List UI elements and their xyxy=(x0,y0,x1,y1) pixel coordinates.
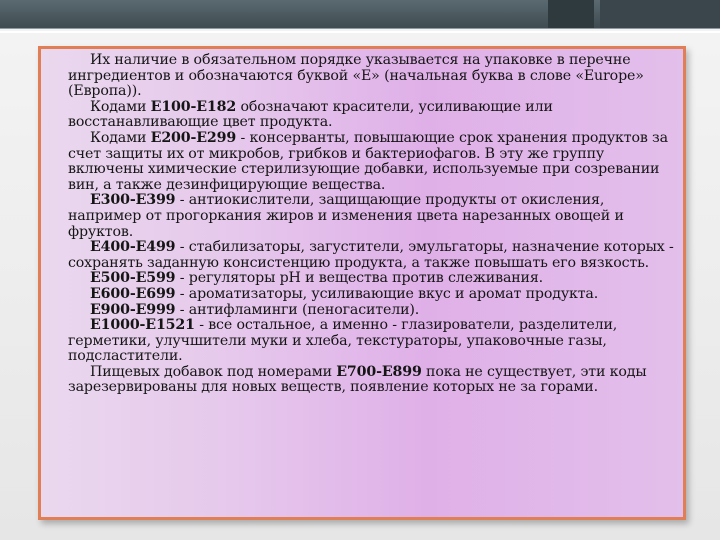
paragraph-text: - регуляторы рН и вещества против слеживания. xyxy=(175,270,544,287)
e-code-range: Е900-Е999 xyxy=(90,301,176,318)
paragraph-text: - консерванты, повышающие срок хранения продуктов за счет защиты их от микробов, грибков и бактериофагов. В эту же группу включены химические стерилизующие добавки, используемые при созревании вин, а также дезинфицирующие вещества. xyxy=(68,129,668,193)
paragraph-stabilizers xyxy=(68,240,677,271)
e-code-range: Е600-Е699 xyxy=(90,285,176,302)
top-bar-segment xyxy=(548,0,594,28)
paragraph-text: - антиокислители, защищающие продукты от окисления, например от прогоркания жиров и изменения цвета нарезанных овощей и фруктов. xyxy=(68,192,624,240)
e-code-range: Е400-Е499 xyxy=(90,239,176,256)
slide-content-box xyxy=(38,46,686,520)
paragraph-lead: Кодами xyxy=(90,129,151,146)
paragraph-lead: Пищевых добавок под номерами xyxy=(90,363,337,380)
paragraph-flavorings xyxy=(68,287,677,303)
paragraph-lead: Кодами xyxy=(90,98,151,115)
e-code-range: Е200-Е299 xyxy=(150,129,237,146)
top-divider xyxy=(0,28,720,29)
slide-top-bar xyxy=(0,0,720,28)
paragraph-other xyxy=(68,318,677,365)
paragraph-text: - антифламинги (пеногасители). xyxy=(175,301,420,318)
e-code-range: Е100-Е182 xyxy=(150,98,237,115)
e-code-range: Е500-Е599 xyxy=(90,270,176,287)
paragraph-antifoaming xyxy=(68,303,677,319)
paragraph-intro xyxy=(68,53,677,100)
paragraph-antioxidants xyxy=(68,193,677,240)
paragraph-ph-regulators xyxy=(68,271,677,287)
paragraph-text: - все остальное, а именно - глазирователи, разделители, герметики, улучшители муки и хлеба, текстураторы, упаковочные газы, подсластители. xyxy=(68,317,618,365)
paragraph-text: - стабилизаторы, загустители, эмульгаторы, назначение которых - сохранять заданную консистенцию продукта, а также повышать его вязкость. xyxy=(68,239,674,271)
paragraph-text: Их наличие в обязательном порядке указывается на упаковке в перечне ингредиентов и обозначаются буквой «Е» (начальная буква в слове «Europe» (Европа)). xyxy=(68,52,644,100)
e-code-range: Е300-Е399 xyxy=(90,192,176,209)
paragraph-text: пока не существует, эти коды зарезервированы для новых веществ, появление которых не за горами. xyxy=(68,363,647,396)
e-code-range: Е700-Е899 xyxy=(336,363,422,380)
top-divider-light xyxy=(0,31,720,33)
paragraph-reserved xyxy=(68,365,677,396)
paragraph-colorants xyxy=(68,100,677,131)
e-code-range: Е1000-Е1521 xyxy=(90,317,195,334)
paragraph-text: - ароматизаторы, усиливающие вкус и аромат продукта. xyxy=(175,285,599,302)
paragraph-preservatives xyxy=(68,131,677,193)
top-bar-segment xyxy=(600,0,720,28)
paragraph-text: обозначают красители, усиливающие или восстанавливающие цвет продукта. xyxy=(68,98,553,131)
